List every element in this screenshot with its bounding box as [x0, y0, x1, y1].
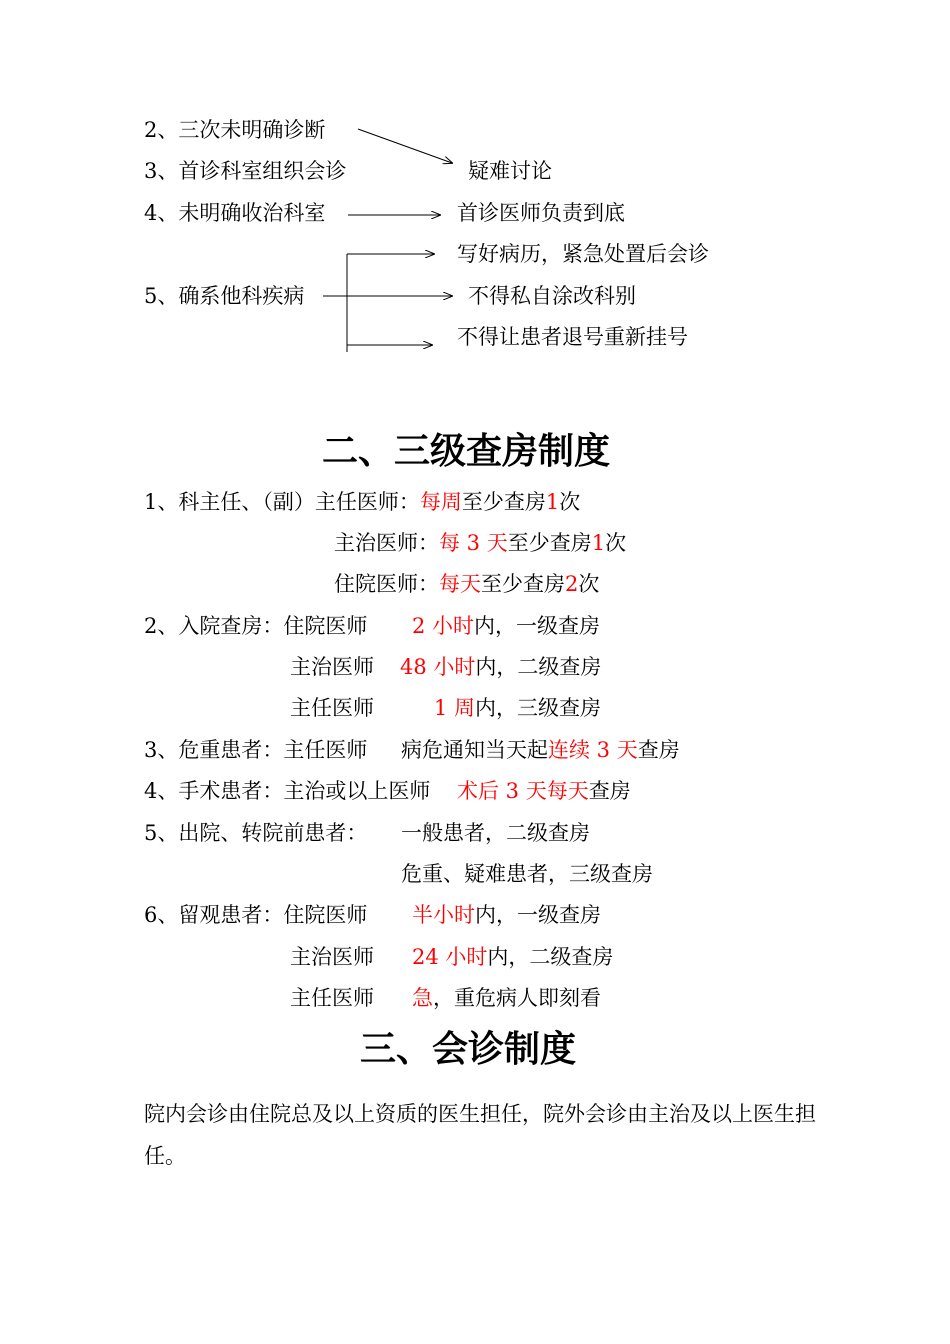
- row1-count: 1: [545, 490, 560, 514]
- row1c-frequency: 每天: [439, 572, 481, 596]
- consultation-paragraph: 院内会诊由住院总及以上资质的医生担任，院外会诊由主治及以上医生担任。: [144, 1102, 816, 1168]
- row1b-label: 至少查房: [507, 531, 592, 555]
- rounds-row-3-detail: [401, 740, 680, 761]
- row2-time: 2 小时: [412, 614, 475, 638]
- flow-arrows: [0, 0, 950, 400]
- row2c-rest: 内，三级查房: [475, 696, 602, 720]
- rounds-row-2-time: [412, 616, 600, 637]
- row1-frequency: 每周: [419, 490, 462, 514]
- row1b-unit: 次: [605, 531, 627, 555]
- row6c-rest: ，重危病人即刻看: [433, 986, 601, 1010]
- row4-a: 术后 3 天每天: [457, 779, 589, 803]
- row1b-count: 1: [591, 531, 606, 555]
- rounds-row-5-a: 一般患者，二级查房: [401, 821, 590, 845]
- row4-b: 查房: [588, 779, 631, 803]
- row1b-role: 主治医师：: [334, 531, 439, 555]
- flow-item-4: 4、未明确收治科室: [144, 201, 326, 225]
- row2-rest: 内，一级查房: [474, 614, 601, 638]
- row1c-role: 住院医师：: [334, 572, 439, 596]
- flow-target-no-reregister: 不得让患者退号重新挂号: [457, 325, 688, 349]
- rounds-row-1: [144, 492, 580, 513]
- row3-c: 查房: [637, 738, 680, 762]
- row3-b: 连续 3 天: [548, 738, 638, 762]
- arrow-to-discussion: [358, 129, 452, 163]
- rounds-row-6b: 主治医师: [290, 945, 374, 969]
- rounds-row-2b: 主治医师: [290, 655, 374, 679]
- row6-rest: 内，一级查房: [475, 903, 601, 927]
- row6b-rest: 内，二级查房: [487, 945, 614, 969]
- section-3-heading: 三、会诊制度: [360, 1029, 577, 1070]
- row1-unit: 次: [559, 490, 581, 514]
- row2c-time: 1 周: [434, 696, 476, 720]
- rounds-row-2c: 主任医师: [290, 696, 374, 720]
- row1-label: 至少查房: [461, 490, 546, 514]
- row1c-unit: 次: [578, 572, 600, 596]
- rounds-row-1c: [334, 574, 599, 595]
- flow-item-5: 5、确系他科疾病: [144, 284, 305, 308]
- rounds-row-2c-time: [434, 698, 601, 719]
- flow-item-2: 2、三次未明确诊断: [144, 118, 326, 142]
- rounds-row-2b-time: [400, 657, 601, 678]
- rounds-row-5: 5、出院、转院前患者：: [144, 821, 368, 845]
- rounds-row-6b-time: [412, 947, 613, 968]
- row3-a: 病危通知当天起: [401, 738, 548, 762]
- rounds-row-4: 4、手术患者：主治或以上医师: [144, 779, 431, 803]
- row6c-time: 急: [412, 986, 433, 1010]
- rounds-row-6-time: [412, 905, 601, 926]
- row6b-time: 24 小时: [412, 945, 488, 969]
- row2b-rest: 内，二级查房: [475, 655, 602, 679]
- rounds-row-6: 6、留观患者：住院医师: [144, 903, 368, 927]
- flow-target-record: 写好病历，紧急处置后会诊: [457, 242, 709, 266]
- rounds-row-6c: 主任医师: [290, 986, 374, 1010]
- row1c-count: 2: [565, 572, 579, 596]
- rounds-row-3: 3、危重患者：主任医师: [144, 738, 368, 762]
- flow-target-no-alter: 不得私自涂改科别: [468, 284, 636, 308]
- section-2-heading: 二、三级查房制度: [322, 431, 611, 472]
- rounds-row-1b: [334, 533, 626, 554]
- flow-target-discussion: 疑难讨论: [468, 159, 552, 183]
- row2b-time: 48 小时: [400, 655, 476, 679]
- row1c-label: 至少查房: [481, 572, 565, 596]
- rounds-row-2: 2、入院查房：住院医师: [144, 614, 368, 638]
- rounds-row-4-detail: [457, 781, 631, 802]
- rounds-row-5-b: 危重、疑难患者，三级查房: [401, 862, 653, 886]
- rounds-row-6c-time: [412, 988, 601, 1009]
- row1-prefix: 1、科主任、（副）主任医师：: [144, 490, 420, 514]
- row1b-frequency: 每 3 天: [439, 531, 508, 555]
- row6-time: 半小时: [412, 903, 475, 927]
- flow-item-3: 3、首诊科室组织会诊: [144, 159, 347, 183]
- flow-target-responsible: 首诊医师负责到底: [457, 201, 625, 225]
